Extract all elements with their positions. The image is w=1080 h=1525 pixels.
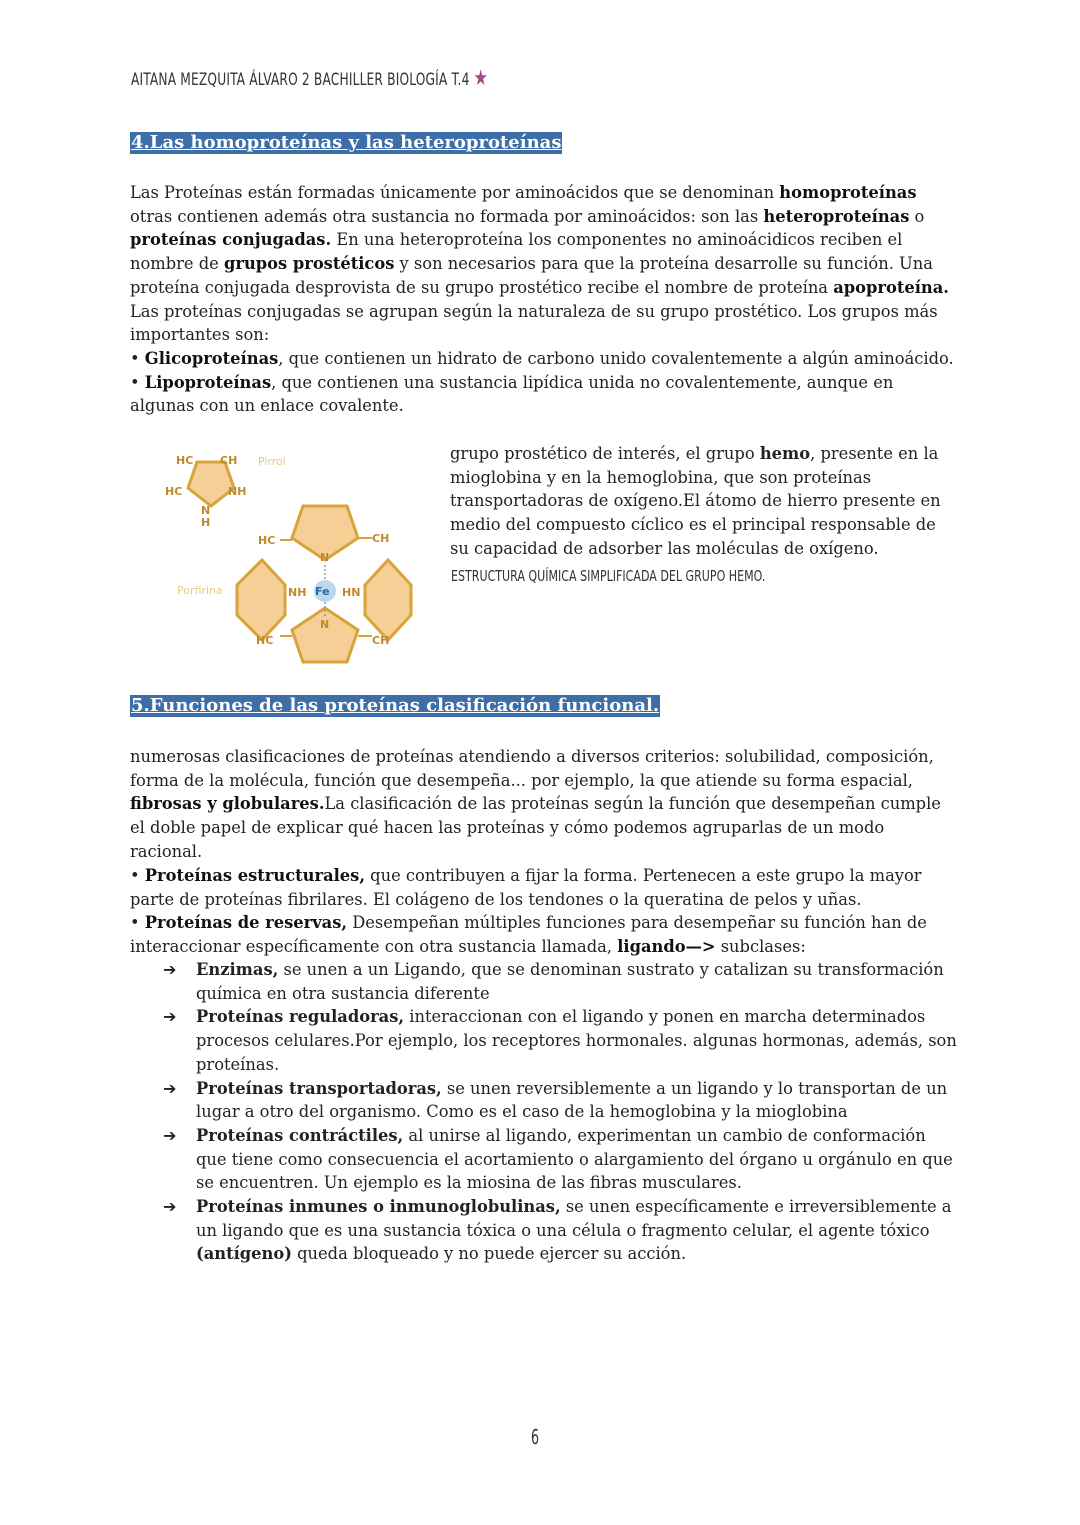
list-item-contractiles — [130, 1124, 960, 1195]
pirrol-n: N — [201, 504, 211, 517]
bold-term: Proteínas reguladoras, — [196, 1007, 405, 1027]
arrow-icon: ➔ — [163, 1007, 177, 1027]
text-run: , presente en la mioglobina y en la hemoglobina, que son proteínas transportadoras de oxígeno.El átomo de hierro presente en medio del compuesto cíclico es el principal responsable de su capacidad de adsorber las moléculas de oxígeno. — [450, 444, 941, 558]
nh-left: NH — [288, 586, 307, 599]
text-run: Las proteínas conjugadas se agrupan según la naturaleza de su grupo prostético. Los grupos más importantes son: — [130, 301, 938, 345]
section-5-heading: 5.Funciones de las proteínas clasificación funcional. — [131, 695, 660, 716]
bullet-marker: • — [130, 913, 140, 933]
bold-term: hemo — [759, 444, 811, 463]
bold-term: proteínas conjugadas. — [130, 230, 332, 250]
bullet-reservas — [130, 913, 927, 956]
bullet-estructurales — [130, 866, 922, 909]
arrow-icon: ➔ — [163, 1125, 177, 1145]
porfirina-structure — [177, 506, 411, 662]
pirrol-ch-top: CH — [220, 454, 238, 467]
bullet-marker: • — [130, 348, 140, 368]
text-run: y son necesarios para que la proteína desarrolle su función. Una proteína conjugada desprovista de su grupo prostético recibe el nombre de proteína — [130, 254, 933, 297]
bold-term: grupos prostéticos — [223, 254, 395, 274]
text-run: grupo prostético de interés, el grupo — [450, 444, 760, 463]
pirrol-h: H — [201, 516, 211, 529]
arrow-icon: ➔ — [163, 1078, 177, 1098]
header-title: AITANA MEZQUITA ÁLVARO 2 BACHILLER BIOLOGÍA T.4 — [131, 70, 470, 90]
list-item-reguladoras — [130, 1005, 960, 1076]
n-top: N — [320, 551, 330, 564]
porfirina-label: Porfirina — [177, 584, 223, 597]
n-bottom: N — [320, 618, 330, 631]
text-run: , que contienen un hidrato de carbono unido covalentemente a algún aminoácido. — [278, 348, 954, 368]
text-run: que contribuyen a fijar la forma. Pertenecen a este grupo la mayor parte de proteínas fibrilares. El colágeno de los tendones o la queratina de pelos y uñas. — [130, 866, 922, 909]
bullet-marker: • — [130, 866, 140, 885]
hn-right: HN — [342, 586, 361, 599]
page-number: 6 — [531, 1425, 540, 1449]
text-run: subclases: — [715, 937, 806, 957]
bullet-lipoproteinas — [130, 373, 893, 416]
pirrol-ring — [165, 454, 286, 529]
arrow-icon: ➔ — [163, 960, 177, 979]
star-icon: ★ — [473, 66, 488, 91]
text-run: Desempeñan múltiples funciones para desempeñar su función han de interaccionar específicamente con otra sustancia llamada, — [130, 913, 927, 957]
porfirina-ring-bottom — [292, 608, 358, 662]
ch-top-right: CH — [372, 532, 390, 545]
bullet-glicoproteinas — [130, 349, 954, 368]
porfirina-ring-left — [237, 560, 285, 640]
pirrol-nh: NH — [228, 485, 247, 498]
text-run: interaccionan con el ligando y ponen en marcha determinados procesos celulares.Por ejemplo, los receptores hormonales. algunas hormonas, además, son proteínas. — [196, 1007, 957, 1074]
text-run: En una heteroproteína los componentes no aminoácidicos reciben el nombre de — [130, 230, 903, 274]
arrow-icon: ➔ — [163, 1197, 177, 1217]
heme-description — [450, 442, 955, 561]
text-run: queda bloqueado y no puede ejercer su acción. — [291, 1244, 687, 1264]
bold-term: Glicoproteínas — [144, 348, 279, 368]
figure-caption: ESTRUCTURA QUÍMICA SIMPLIFICADA DEL GRUPO HEMO. — [451, 567, 766, 585]
bold-term: heteroproteínas — [763, 206, 910, 226]
page-header — [131, 66, 488, 91]
text-run: numerosas clasificaciones de proteínas atendiendo a diversos criterios: solubilidad, composición, forma de la molécula, función que desempeña... por ejemplo, la que atiende su forma espacial, — [130, 747, 934, 790]
text-run: se unen a un Ligando, que se denominan sustrato y catalizan su transformación química en otra sustancia diferente — [196, 960, 944, 1003]
bold-term: Proteínas contráctiles, — [196, 1125, 404, 1145]
pirrol-pentagon — [188, 462, 234, 506]
list-item-inmunes — [130, 1195, 960, 1266]
bold-term: Lipoproteínas — [144, 372, 272, 392]
list-item-transportadoras — [130, 1077, 960, 1124]
function-bullets — [130, 864, 960, 959]
bold-term: Proteínas transportadoras, — [196, 1078, 442, 1098]
text-run: se unen específicamente e irreversiblemente a un ligando que es una sustancia tóxica o una célula o fragmento celular, el agente tóxico — [196, 1197, 952, 1240]
pirrol-label: Pirrol — [258, 455, 286, 468]
fe-label: Fe — [315, 585, 330, 598]
bold-term: Proteínas de reservas, — [144, 913, 348, 933]
porfirina-ring-right — [365, 560, 411, 640]
list-item-enzimas — [130, 958, 960, 1005]
bold-term: ligando—> — [617, 937, 716, 957]
text-run: , que contienen una sustancia lipídica unida no covalentemente, aunque en algunas con un enlace covalente. — [130, 372, 894, 416]
subclass-list — [130, 958, 960, 1266]
text-run: otras contienen además otra sustancia no formada por aminoácidos: son las — [130, 206, 764, 226]
bullet-marker: • — [130, 372, 140, 392]
bold-term: fibrosas y globulares. — [130, 794, 325, 814]
section-4-heading: 4.Las homoproteínas y las heteroproteínas — [131, 132, 562, 153]
ch-bottom-right: CH — [372, 634, 390, 647]
text-run: La clasificación de las proteínas según la función que desempeñan cumple el doble papel de explicar qué hacen las proteínas y cómo podemos agruparlas de un modo racional. — [130, 794, 941, 861]
text-run: o — [909, 206, 925, 226]
text-run: Las Proteínas están formadas únicamente por aminoácidos que se denominan — [130, 183, 780, 202]
hc-top-left: HC — [258, 534, 276, 547]
bold-term: apoproteína. — [833, 277, 949, 297]
section-4-paragraph — [130, 181, 960, 418]
text-run: se unen reversiblemente a un ligando y lo transportan de un lugar a otro del organismo. Como es el caso de la hemoglobina y la mioglobina — [196, 1078, 948, 1122]
text-run: al unirse al ligando, experimentan un cambio de conformación que tiene como consecuencia el acortamiento o alargamiento del órgano u orgánulo en que se encuentren. Un ejemplo es la miosina de las fibras musculares. — [196, 1125, 953, 1193]
pirrol-hc-left: HC — [165, 485, 183, 498]
pirrol-hc-top: HC — [176, 454, 194, 467]
bold-term: (antígeno) — [196, 1244, 292, 1264]
bold-term: Proteínas inmunes o inmunoglobulinas, — [196, 1197, 561, 1217]
bold-term: Proteínas estructurales, — [144, 866, 365, 885]
hc-bottom-left: HC — [256, 634, 274, 647]
heme-structure-figure — [150, 440, 435, 680]
section-5-paragraph — [130, 745, 960, 864]
bold-term: Enzimas, — [196, 960, 279, 979]
bold-term: homoproteínas — [779, 183, 917, 202]
